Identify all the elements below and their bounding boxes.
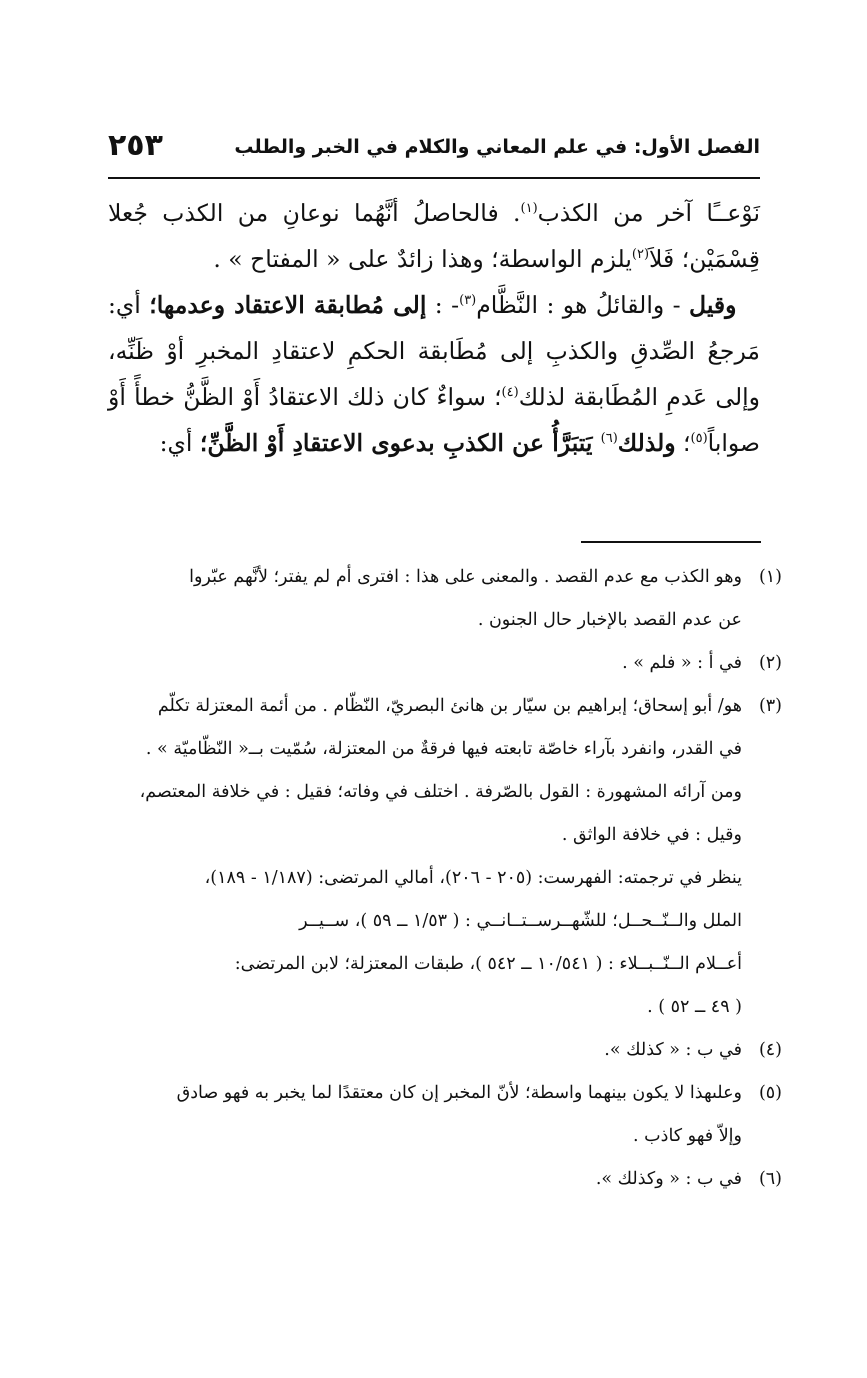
footnote-1 [108, 556, 782, 642]
main-text [108, 190, 760, 466]
footnote-line: ينظر في ترجمته: الفهرست: (٢٠٥ - ٢٠٦)، أمالي المرتضى: (١/١٨٧ - ١٨٩)، [204, 868, 742, 888]
footnote-line: وإلاّ فهو كاذب . [633, 1126, 742, 1146]
footnote-number: (٢) [758, 653, 782, 673]
footnote-marker: (٦) [600, 431, 618, 447]
footnotes [108, 556, 782, 1201]
footnote-4 [108, 1029, 782, 1072]
text-run: أي: [159, 429, 200, 457]
footnote-body [108, 1158, 742, 1201]
bold-run: إلى مُطابقة الاعتقاد وعدمها؛ [149, 291, 427, 319]
bold-run: يَتبَرَّأُ عن الكذبِ بدعوى الاعتقادِ أَوْ الظَّنِّ؛ [199, 429, 601, 457]
footnote-number: (٦) [758, 1169, 782, 1189]
footnote-number: (٣) [758, 696, 782, 716]
footnote-number: (٤) [758, 1040, 782, 1060]
text-run: ؛ سواءٌ كان ذلك الاعتقادُ أَوْ الظَّنُّ خطأً أَوْ صواباً [108, 383, 760, 457]
footnote-body [108, 1029, 742, 1072]
footnote-line: في القدر، وانفرد بآراء خاصّة تابعته فيها فرقةٌ من المعتزلة، سُمّيت بــ« النّظّاميّة » . [145, 739, 742, 759]
footnote-body [108, 642, 742, 685]
footnote-line: ومن آرائه المشهورة : القول بالصّرفة . اختلف في وفاته؛ فقيل : في خلافة المعتصم، [139, 782, 742, 802]
running-header [108, 128, 760, 172]
footnote-marker: (٢) [631, 247, 650, 263]
text-run: يلزم الواسطة؛ وهذا زائدٌ على « المفتاح » . [213, 245, 632, 273]
footnote-line: في ب : « كذلك ». [604, 1040, 742, 1060]
footnote-line: في أ : « فلم » . [622, 653, 742, 673]
footnote-body [108, 685, 742, 1029]
text-run: - والقائلُ هو : النَّظَّام [476, 291, 690, 319]
footnote-line: ( ٤٩ ــ ٥٢ ) . [647, 997, 742, 1017]
footnote-line: أعــلام الــنّــبــلاء : ( ١٠/٥٤١ ــ ٥٤٢ )، طبقات المعتزلة؛ لابن المرتضى: [234, 954, 742, 974]
text-run: نَوْعــًا آخر من الكذب [537, 199, 760, 227]
text-run: . فالحاصلُ أنَّهُما نوعانِ من الكذب جُعلا قِسْمَيْن؛ فَلاَ [108, 199, 760, 273]
footnote-line: هو/ أبو إسحاق؛ إبراهيم بن سيّار بن هانئ البصريّ، النّظّام . من أئمة المعتزلة تكلّم [157, 696, 742, 716]
footnote-marker: (٣) [459, 293, 477, 309]
footnote-divider [581, 541, 761, 543]
footnote-number: (١) [758, 567, 782, 587]
page-number: ٢٥٣ [108, 128, 163, 163]
text-run: أي: مَرجعُ الصِّدقِ والكذبِ إلى مُطَابقة الحكمِ لاعتقادِ المخبرِ أوْ ظَنِّه، وإلى عَدمِ المُطَابقة لذلك [108, 291, 760, 411]
footnote-2 [108, 642, 782, 685]
text-run: ؛ [675, 429, 691, 457]
header-divider [108, 177, 760, 179]
bold-run: وقيل [689, 291, 737, 319]
paragraph-2 [108, 282, 760, 466]
footnote-line: وهو الكذب مع عدم القصد . والمعنى على هذا : افترى أم لم يفتر؛ لأنَّهم عبّروا [189, 567, 742, 587]
footnote-line: عن عدم القصد بالإخبار حال الجنون . [477, 610, 742, 630]
footnote-line: وقيل : في خلافة الواثق . [561, 825, 742, 845]
paragraph-1 [108, 190, 760, 282]
bold-run: ولذلك [617, 429, 676, 457]
footnote-5 [108, 1072, 782, 1158]
footnote-3 [108, 685, 782, 1029]
chapter-title: الفصل الأول: في علم المعاني والكلام في الخبر والطلب [234, 136, 760, 158]
footnote-6 [108, 1158, 782, 1201]
footnote-line: في ب : « وكذلك ». [595, 1169, 742, 1189]
footnote-line: الملل والــنّــحــل؛ للشّهــرســتــانــي : ( ١/٥٣ ــ ٥٩ )، ســيــر [299, 911, 742, 931]
footnote-number: (٥) [758, 1083, 782, 1103]
footnote-marker: (٤) [501, 385, 519, 401]
footnote-line: وعلىهذا لا يكون بينهما واسطة؛ لأنّ المخبر إن كان معتقدًا لما يخبر به فهو صادق [176, 1083, 742, 1103]
footnote-body [108, 1072, 742, 1158]
footnote-marker: (١) [520, 201, 538, 217]
text-run: - : [426, 291, 460, 319]
footnote-marker: (٥) [690, 431, 708, 447]
footnote-body [108, 556, 742, 642]
